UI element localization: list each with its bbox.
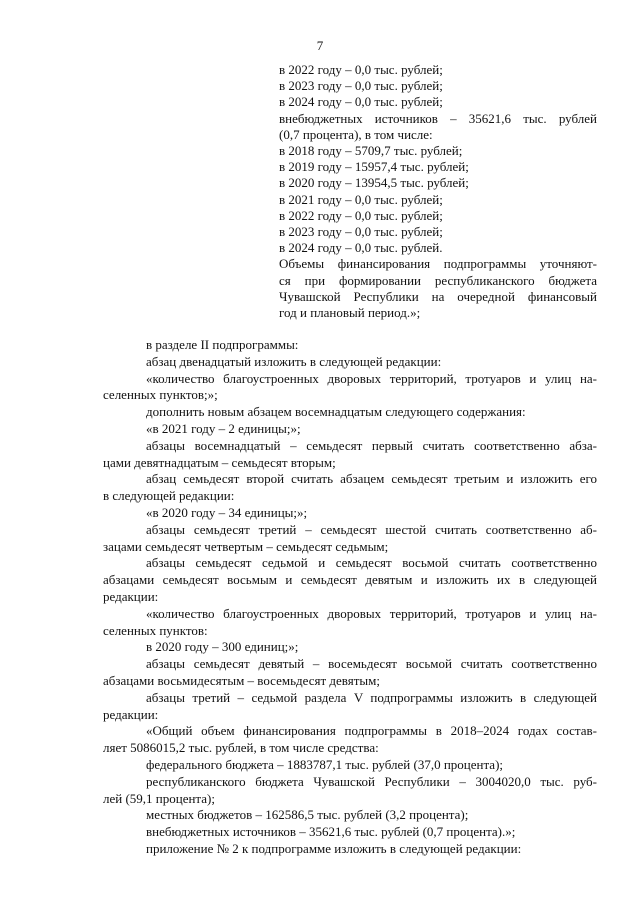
text-line: цами девятнадцатым – семьдесят вторым; [103, 454, 336, 470]
text-line: «в 2021 году – 2 единицы;»; [146, 420, 301, 436]
amendments-body [103, 337, 597, 858]
text-line: редакции: [103, 588, 159, 604]
text-line: в 2024 году – 0,0 тыс. рублей; [279, 94, 443, 110]
text-line: местных бюджетов – 162586,5 тыс. рублей (3,2 процента); [146, 807, 469, 823]
text-line: абзац семьдесят второй считать абзацем семьдесят третьим и изложить его [146, 471, 597, 487]
text-line: «количество благоустроенных дворовых территорий, тротуаров и улиц на- [146, 605, 597, 621]
text-line: в 2023 году – 0,0 тыс. рублей; [279, 78, 443, 94]
text-line: Чувашской Республики на очередной финансовый [279, 288, 597, 304]
page-number: 7 [316, 38, 324, 53]
text-line: в разделе II подпрограммы: [146, 337, 299, 352]
text-line: абзацы третий – седьмой раздела V подпрограммы изложить в следующей [146, 689, 597, 705]
text-line: в 2018 году – 5709,7 тыс. рублей; [279, 143, 463, 159]
text-line: «Общий объем финансирования подпрограммы в 2018–2024 годах состав- [146, 723, 597, 739]
text-line: федерального бюджета – 1883787,1 тыс. рублей (37,0 процента); [146, 756, 504, 772]
text-line: внебюджетных источников – 35621,6 тыс. рублей (0,7 процента).»; [146, 824, 516, 840]
text-line: (0,7 процента), в том числе: [279, 126, 433, 142]
text-line: селенных пунктов;»; [103, 387, 218, 403]
text-line: в 2022 году – 0,0 тыс. рублей; [279, 207, 443, 223]
text-line: лей (59,1 процента); [103, 790, 215, 806]
text-line: республиканского бюджета Чувашской Республики – 3004020,0 тыс. руб- [146, 773, 597, 789]
financing-summary-block [279, 62, 597, 321]
text-line: абзацами семьдесят восьмым и семьдесят девятым и изложить их в следующей [103, 572, 597, 588]
text-line: абзацы восемнадцатый – семьдесят первый считать соответственно абза- [146, 437, 597, 453]
text-line: в 2022 году – 0,0 тыс. рублей; [279, 62, 443, 77]
text-line: «в 2020 году – 34 единицы;»; [146, 504, 308, 520]
text-line: ляет 5086015,2 тыс. рублей, в том числе средства: [103, 740, 379, 756]
text-line: абзацы семьдесят третий – семьдесят шестой считать соответственно аб- [146, 521, 597, 537]
text-line: абзац двенадцатый изложить в следующей редакции: [146, 353, 442, 369]
text-line: Объемы финансирования подпрограммы уточняют- [279, 256, 597, 272]
text-line: в 2020 году – 13954,5 тыс. рублей; [279, 175, 469, 191]
text-line: внебюджетных источников – 35621,6 тыс. рублей [279, 110, 597, 126]
text-line: приложение № 2 к подпрограмме изложить в следующей редакции: [146, 840, 522, 856]
text-line: в 2023 году – 0,0 тыс. рублей; [279, 224, 443, 240]
text-line: ся при формировании республиканского бюджета [279, 272, 597, 288]
text-line: в следующей редакции: [103, 488, 235, 504]
text-line: дополнить новым абзацем восемнадцатым следующего содержания: [146, 404, 526, 420]
text-line: абзацы семьдесят седьмой и семьдесят восьмой считать соответственно [146, 555, 597, 571]
text-line: в 2020 году – 300 единиц;»; [146, 639, 299, 655]
text-line: «количество благоустроенных дворовых территорий, тротуаров и улиц на- [146, 370, 597, 386]
text-line: год и плановый период.»; [279, 305, 421, 321]
text-line: в 2021 году – 0,0 тыс. рублей; [279, 191, 443, 207]
text-line: абзацы семьдесят девятый – восемьдесят восьмой считать соответственно [146, 656, 597, 672]
text-line: селенных пунктов: [103, 622, 208, 638]
text-line: в 2019 году – 15957,4 тыс. рублей; [279, 159, 469, 175]
text-line: в 2024 году – 0,0 тыс. рублей. [279, 240, 443, 256]
text-line: зацами семьдесят четвертым – семьдесят седьмым; [103, 538, 389, 554]
text-line: редакции: [103, 706, 159, 722]
text-line: абзацами восьмидесятым – восемьдесят девятым; [103, 672, 381, 688]
